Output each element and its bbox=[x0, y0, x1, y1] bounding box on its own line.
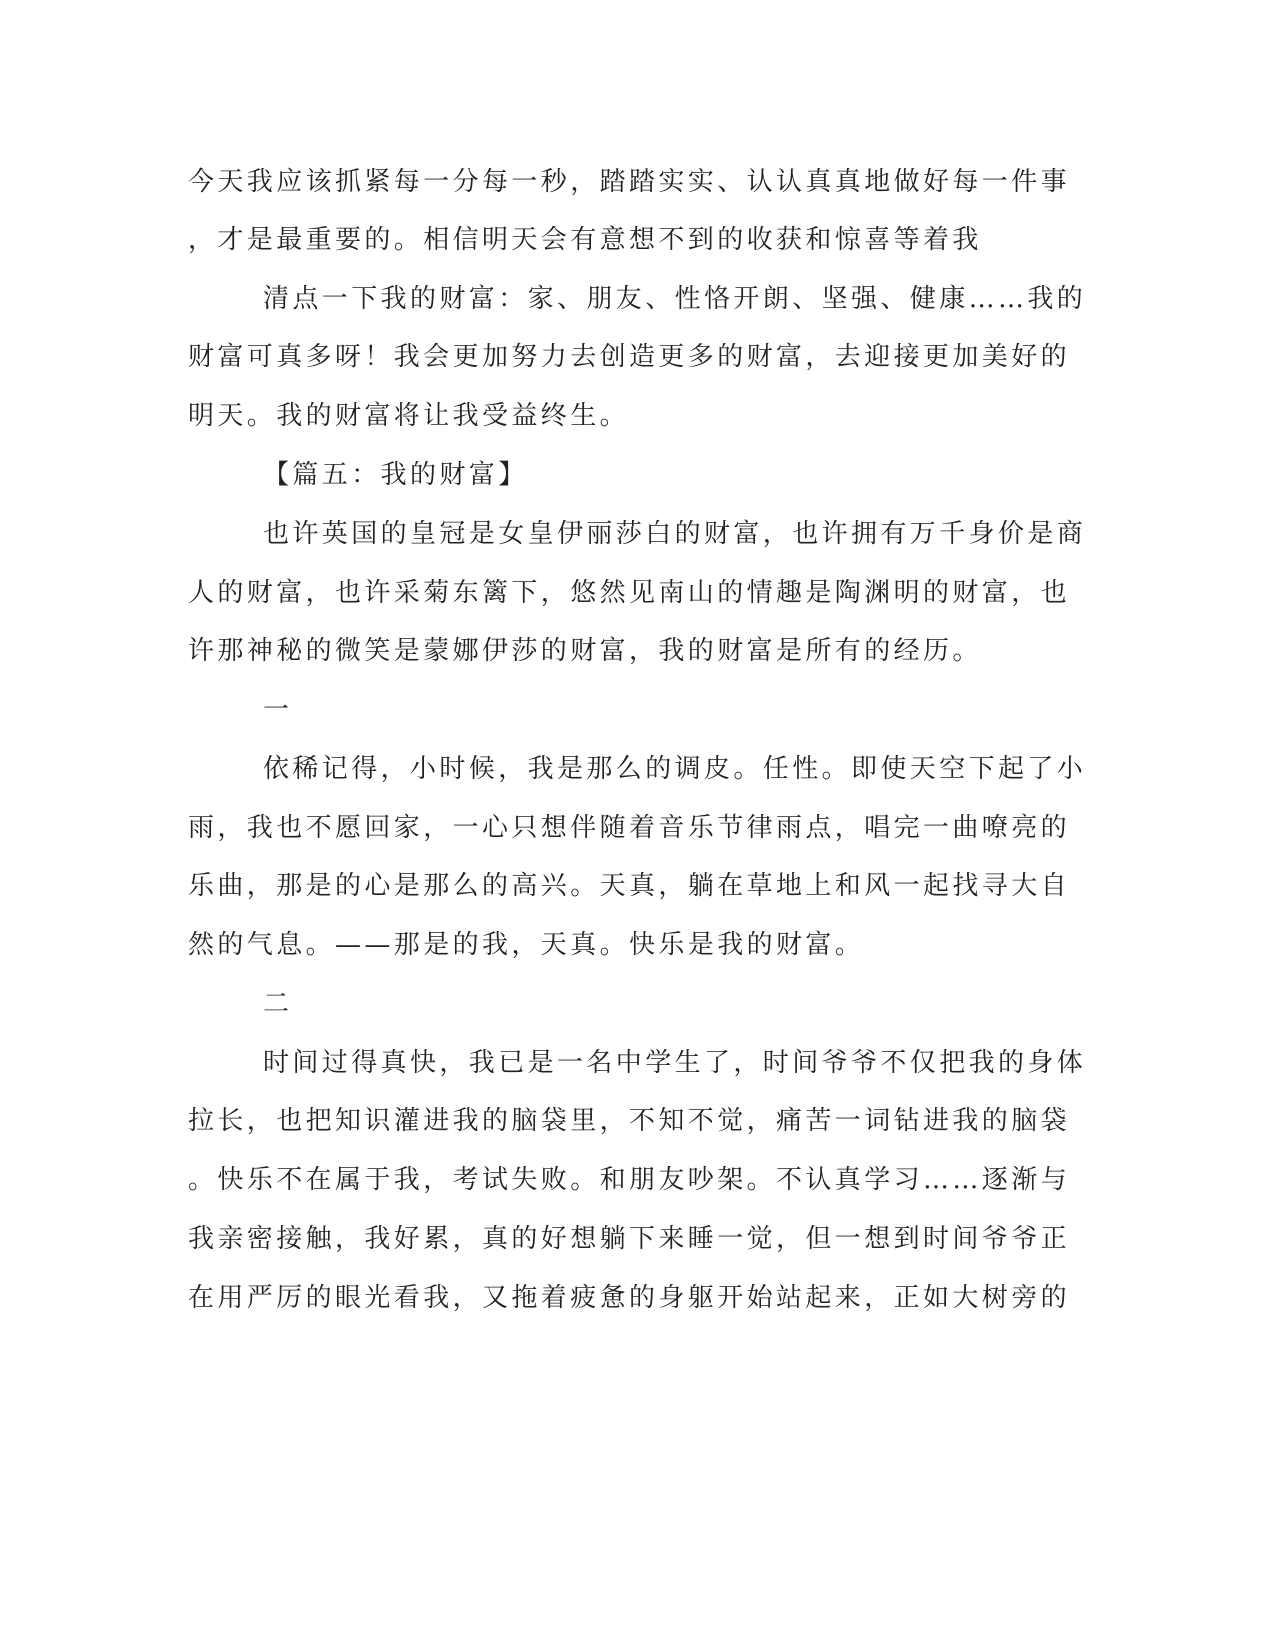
text-line: 在用严厉的眼光看我，又拖着疲惫的身躯开始站起来，正如大树旁的 bbox=[188, 1283, 1071, 1313]
text-line: 明天。我的财富将让我受益终生。 bbox=[188, 401, 630, 431]
text-line: 人的财富，也许采菊东篱下，悠然见南山的情趣是陶渊明的财富，也 bbox=[188, 578, 1071, 608]
subsection-number: 二 bbox=[263, 989, 293, 1019]
text-line: 时间过得真快，我已是一名中学生了，时间爷爷不仅把我的身体 bbox=[263, 1048, 1087, 1078]
text-line: 清点一下我的财富：家、朋友、性恪开朗、坚强、健康……我的 bbox=[263, 284, 1087, 314]
text-line: 许那神秘的微笑是蒙娜伊莎的财富，我的财富是所有的经历。 bbox=[188, 636, 982, 666]
text-line: 。快乐不在属于我，考试失败。和朋友吵架。不认真学习……逐渐与 bbox=[188, 1165, 1071, 1195]
text-line: 然的气息。——那是的我，天真。快乐是我的财富。 bbox=[188, 930, 865, 960]
text-line: 财富可真多呀！我会更加努力去创造更多的财富，去迎接更加美好的 bbox=[188, 342, 1071, 372]
subsection-number: 一 bbox=[263, 695, 293, 725]
text-line: 也许英国的皇冠是女皇伊丽莎白的财富，也许拥有万千身价是商 bbox=[263, 519, 1087, 549]
text-line: 依稀记得，小时候，我是那么的调皮。任性。即使天空下起了小 bbox=[263, 754, 1087, 784]
text-line: ，才是最重要的。相信明天会有意想不到的收获和惊喜等着我 bbox=[188, 225, 982, 255]
text-line: 今天我应该抓紧每一分每一秒，踏踏实实、认认真真地做好每一件事 bbox=[188, 167, 1071, 197]
text-line: 拉长，也把知识灌进我的脑袋里，不知不觉，痛苦一词钻进我的脑袋 bbox=[188, 1106, 1071, 1136]
text-line: 我亲密接触，我好累，真的好想躺下来睡一觉，但一想到时间爷爷正 bbox=[188, 1224, 1071, 1254]
text-line: 雨，我也不愿回家，一心只想伴随着音乐节律雨点，唱完一曲嘹亮的 bbox=[188, 813, 1071, 843]
text-line: 乐曲，那是的心是那么的高兴。天真，躺在草地上和风一起找寻大自 bbox=[188, 871, 1071, 901]
section-heading: 【篇五：我的财富】 bbox=[263, 460, 528, 490]
